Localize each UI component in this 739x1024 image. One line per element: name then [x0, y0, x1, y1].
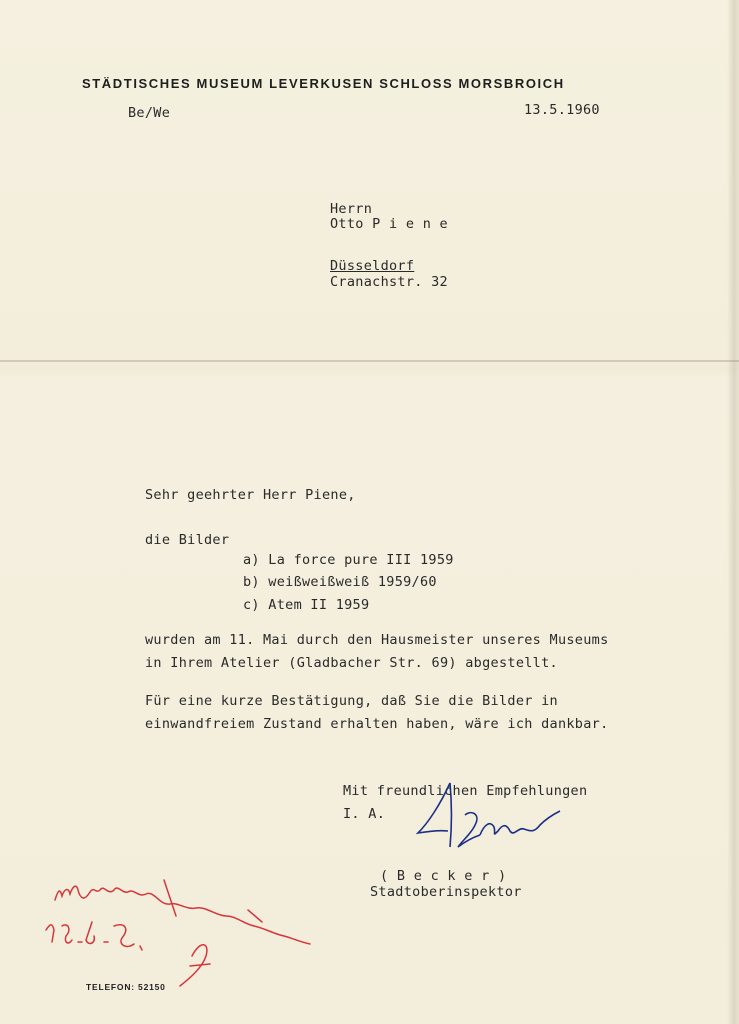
intro-line: die Bilder: [145, 532, 230, 548]
handwritten-annotation-icon: [30, 860, 370, 1020]
signature-icon: [410, 775, 570, 860]
recipient-name: Otto P i e n e: [330, 216, 448, 232]
recipient-city: Düsseldorf: [330, 258, 415, 274]
paragraph-line: in Ihrem Atelier (Gladbacher Str. 69) abgestellt.: [145, 655, 558, 671]
list-item: c) Atem II 1959: [243, 597, 370, 613]
ia-abbreviation: I. A.: [343, 806, 386, 822]
paragraph-line: einwandfreiem Zustand erhalten haben, wäre ich dankbar.: [145, 716, 609, 732]
signer-title: Stadtoberinspektor: [370, 884, 522, 900]
list-item: a) La force pure III 1959: [243, 552, 454, 568]
recipient-salutation: Herrn: [330, 201, 373, 217]
letter-date: 13.5.1960: [524, 102, 600, 118]
paragraph-line: wurden am 11. Mai durch den Hausmeister unseres Museums: [145, 632, 609, 648]
reference-code: Be/We: [128, 105, 171, 121]
paper-edge: [727, 0, 739, 1024]
recipient-street: Cranachstr. 32: [330, 274, 448, 290]
closing-phrase: Mit freundlichen Empfehlungen: [343, 783, 588, 799]
greeting: Sehr geehrter Herr Piene,: [145, 487, 356, 503]
telefon-line: TELEFON: 52150: [86, 982, 166, 992]
paragraph-line: Für eine kurze Bestätigung, daß Sie die Bilder in: [145, 693, 558, 709]
signer-name: ( B e c k e r ): [380, 868, 507, 884]
letterhead: STÄDTISCHES MUSEUM LEVERKUSEN SCHLOSS MORSBROICH: [82, 76, 565, 91]
list-item: b) weißweißweiß 1959/60: [243, 574, 437, 590]
